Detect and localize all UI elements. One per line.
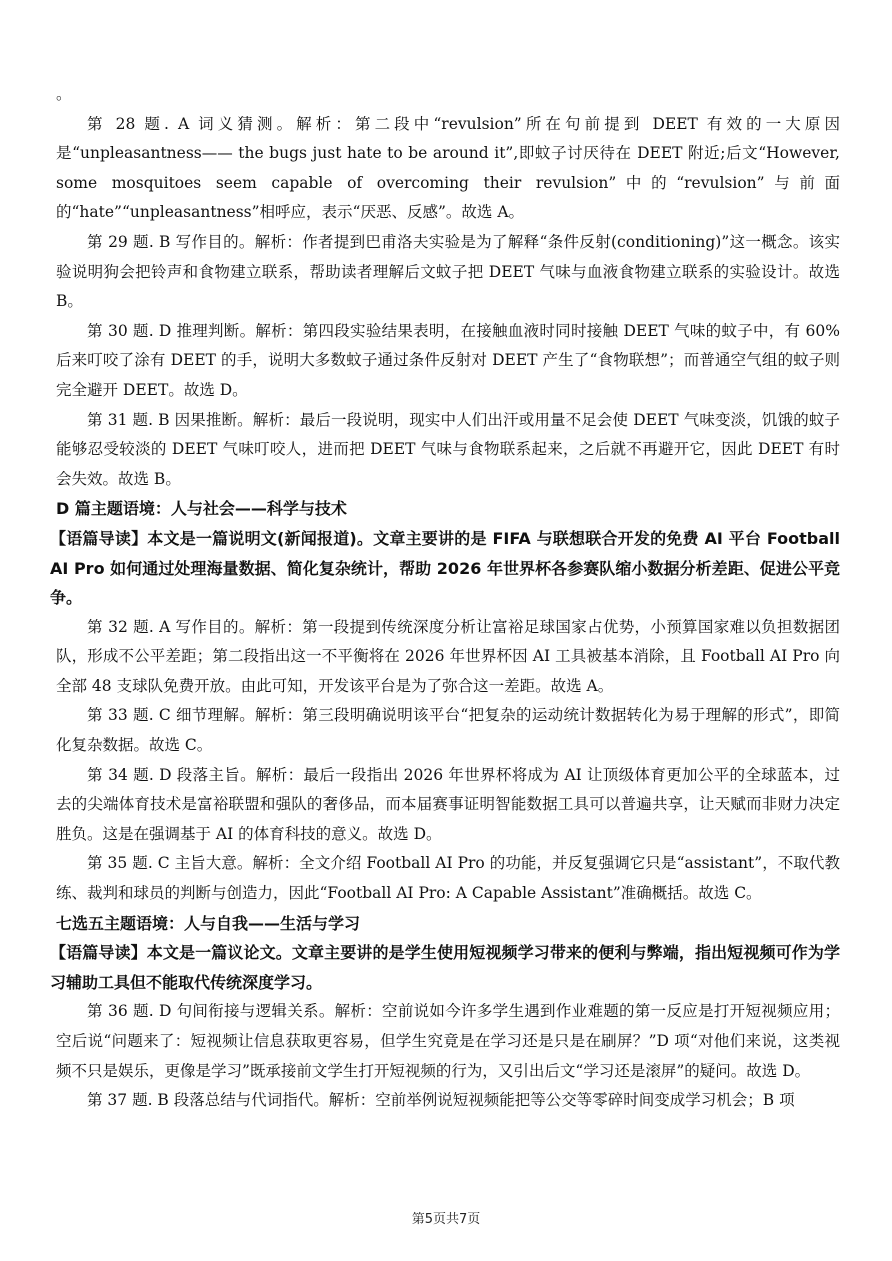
section-heading-seven-choose-five: 七选五主题语境：人与自我——生活与学习 bbox=[56, 913, 361, 933]
answer-paragraph-q34: 第 34 题. D 段落主旨。解析：最后一段指出 2026 年世界杯将成为 AI 让顶级体育更加公平的全球蓝本，过去的尖端体育技术是富裕联盟和强队的奢侈品，而本届赛事证明智能数据工具可以普遍共享，让天赋而非财力决定胜负。这是在强调基于 AI 的体育科技的意义。故选 D。 bbox=[56, 765, 840, 843]
page-number: 第5页共7页 bbox=[411, 1212, 481, 1227]
document-body bbox=[50, 80, 840, 1116]
answer-paragraph-q29: 第 29 题. B 写作目的。解析：作者提到巴甫洛夫实验是为了解释“条件反射(conditioning)”这一概念。该实验说明狗会把铃声和食物建立联系，帮助读者理解后文蚊子把 DEET 气味与血液食物建立联系的实验设计。故选 B。 bbox=[56, 232, 840, 311]
answer-paragraph-q31: 第 31 题. B 因果推断。解析：最后一段说明，现实中人们出汗或用量不足会使 DEET 气味变淡，饥饿的蚊子能够忍受较淡的 DEET 气味叮咬人，进而把 DEET 气味与食物联系起来，之后就不再避开它，因此 DEET 有时会失效。故选 B。 bbox=[56, 410, 840, 488]
lead-mark: 。 bbox=[56, 85, 72, 103]
answer-paragraph-q37: 第 37 题. B 段落总结与代词指代。解析：空前举例说短视频能把等公交等零碎时间变成学习机会；B 项 bbox=[87, 1091, 795, 1110]
answer-paragraph-q32: 第 32 题. A 写作目的。解析：第一段提到传统深度分析让富裕足球国家占优势，小预算国家难以负担数据团队，形成不公平差距；第二段指出这一不平衡将在 2026 年世界杯因 AI 工具被基本消除，且 Football AI Pro 向全部 48 支球队免费开放。由此可知，开发该平台是为了弥合这一差距。故选 A。 bbox=[56, 617, 840, 695]
section-heading-d: D 篇主题语境：人与社会——科学与技术 bbox=[56, 499, 347, 519]
answer-paragraph-q36: 第 36 题. D 句间衔接与逻辑关系。解析：空前说如今许多学生遇到作业难题的第一反应是打开短视频应用；空后说“问题来了：短视频让信息获取更容易，但学生究竟是在学习还是只是在刷屏？”D 项“对他们来说，这类视频不只是娱乐，更像是学习”既承接前文学生打开短视频的行为，又引出后文“学习还是滚屏”的疑问。故选 D。 bbox=[56, 1002, 840, 1080]
answer-paragraph-q30: 第 30 题. D 推理判断。解析：第四段实验结果表明，在接触血液时同时接触 DEET 气味的蚊子中，有 60%后来叮咬了涂有 DEET 的手，说明大多数蚊子通过条件反射对 DEET 产生了“食物联想”；而普通空气组的蚊子则完全避开 DEET。故选 D。 bbox=[56, 321, 840, 399]
answer-paragraph-q28: 第 28 题. A 词义猜测。解析：第二段中“revulsion”所在句前提到 DEET 有效的一大原因是“unpleasantness—— the bugs just hate to be around it”,即蚊子讨厌待在 DEET 附近;后文“However, some mosquitoes seem capable of overcoming their revulsion”中的“revulsion”与前面的“hate”“unpleasantness”相呼应，表示“厌恶、反感”。故选 A。 bbox=[56, 114, 840, 222]
answer-paragraph-q33: 第 33 题. C 细节理解。解析：第三段明确说明该平台“把复杂的运动统计数据转化为易于理解的形式”，即简化复杂数据。故选 C。 bbox=[56, 706, 840, 755]
reading-guide-d: 【语篇导读】本文是一篇说明文(新闻报道)。文章主要讲的是 FIFA 与联想联合开发的免费 AI 平台 Football AI Pro 如何通过处理海量数据、简化复杂统计，帮助 2026 年世界杯各参赛队缩小数据分析差距、促进公平竞争。 bbox=[50, 528, 840, 608]
answer-paragraph-q35: 第 35 题. C 主旨大意。解析：全文介绍 Football AI Pro 的功能，并反复强调它只是“assistant”，不取代教练、裁判和球员的判断与创造力，因此“Football AI Pro: A Capable Assistant”准确概括。故选 C。 bbox=[56, 854, 840, 903]
reading-guide-seven-choose-five: 【语篇导读】本文是一篇议论文。文章主要讲的是学生使用短视频学习带来的便利与弊端，指出短视频可作为学习辅助工具但不能取代传统深度学习。 bbox=[50, 943, 840, 992]
